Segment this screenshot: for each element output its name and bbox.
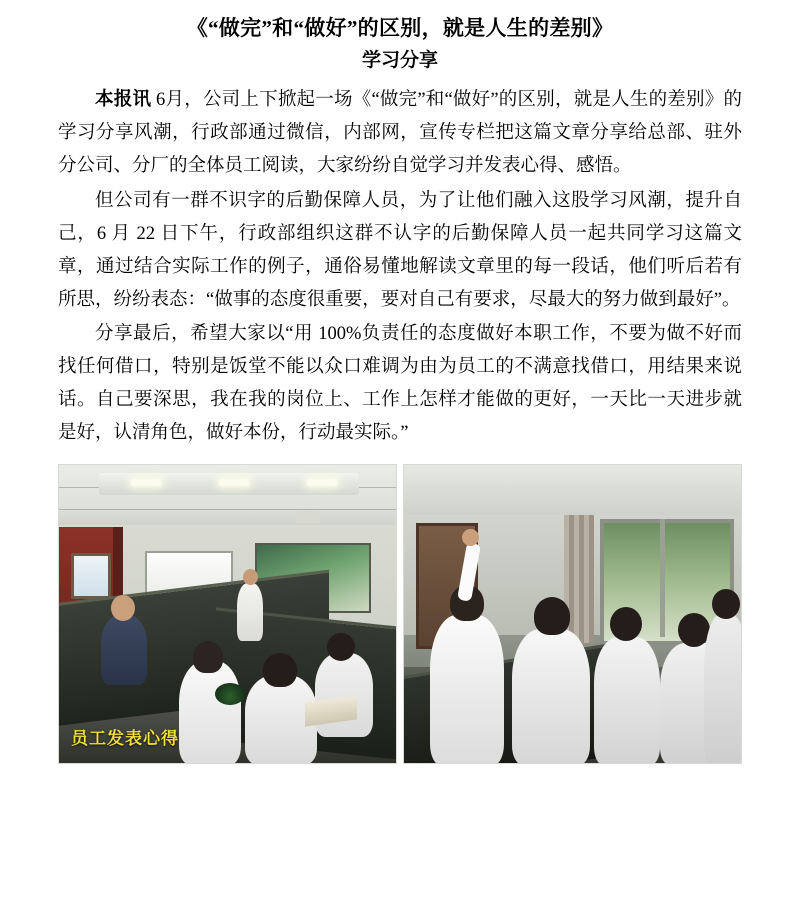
page-subtitle: 学习分享: [361, 50, 438, 72]
attendee-body: [315, 653, 373, 737]
paragraph-2: [58, 185, 742, 317]
attendee-body: [594, 637, 660, 764]
window-mullion: [660, 519, 665, 637]
attendee-body: [179, 661, 241, 764]
paragraph-2-text: 但公司有一群不识字的后勤保障人员，为了让他们融入这股学习风潮，提升自己，6 月 22 日下午，行政部组织这群不认字的后勤保障人员一起共同学习这篇文章，通过结合实际工作的例子，通俗易懂地解读文章里的每一段话，他们听后若有所思，纷纷表态：“做事的态度很重要，要对自己有要求，尽最大的努力做到最好”。: [58, 190, 742, 310]
attendee-body: [704, 615, 742, 764]
attendee-head: [712, 589, 740, 619]
projector: [295, 511, 321, 523]
ceiling-lamp: [131, 479, 161, 486]
attendee-raising-hand-body: [430, 615, 504, 764]
attendee-head: [534, 597, 570, 635]
paragraph-1: [58, 84, 742, 183]
meeting-room-photo: [58, 464, 397, 764]
attendee-head: [263, 653, 297, 687]
ceiling-lamp: [307, 479, 337, 486]
paragraph-1-lead: 本报讯: [95, 89, 152, 110]
paragraph-3: [58, 318, 742, 450]
photo-caption: 员工发表心得: [71, 729, 179, 749]
meeting-room-scene: [59, 465, 396, 763]
raised-hand: [462, 529, 479, 546]
attendee-head: [327, 633, 355, 661]
seated-group-photo: [403, 464, 742, 764]
ceiling-lamp: [219, 479, 249, 486]
uniformed-attendee-body: [101, 615, 147, 685]
ceiling: [404, 465, 741, 519]
attendee-head: [193, 641, 223, 673]
table-plant: [215, 683, 245, 705]
paragraph-1-text: 6月，公司上下掀起一场《“做完”和“做好”的区别，就是人生的差别》的学习分享风潮，行政部通过微信，内部网，宣传专栏把这篇文章分享给总部、驻外分公司、分厂的全体员工阅读，大家纷纷自觉学习并发表心得、感悟。: [58, 89, 742, 176]
uniformed-attendee-head: [111, 595, 135, 621]
page-title: 《“做完”和“做好”的区别，就是人生的差别》: [186, 16, 614, 40]
paragraph-3-text: 分享最后，希望大家以“用 100%负责任的态度做好本职工作，不要为做不好而找任何借口，特别是饭堂不能以众口难调为由为员工的不满意找借口，用结果来说话。自己要深思，我在我的岗位上、工作上怎样才能做的更好，一天比一天进步就是好，认清角色，做好本份，行动最实际。”: [58, 324, 742, 444]
framed-picture: [71, 553, 111, 599]
photo-row: [58, 464, 742, 764]
presenter-body: [237, 583, 263, 641]
seated-group-scene: [404, 465, 741, 763]
attendee-head: [610, 607, 642, 641]
ceiling-seam: [59, 509, 396, 510]
attendee-body: [512, 629, 590, 764]
